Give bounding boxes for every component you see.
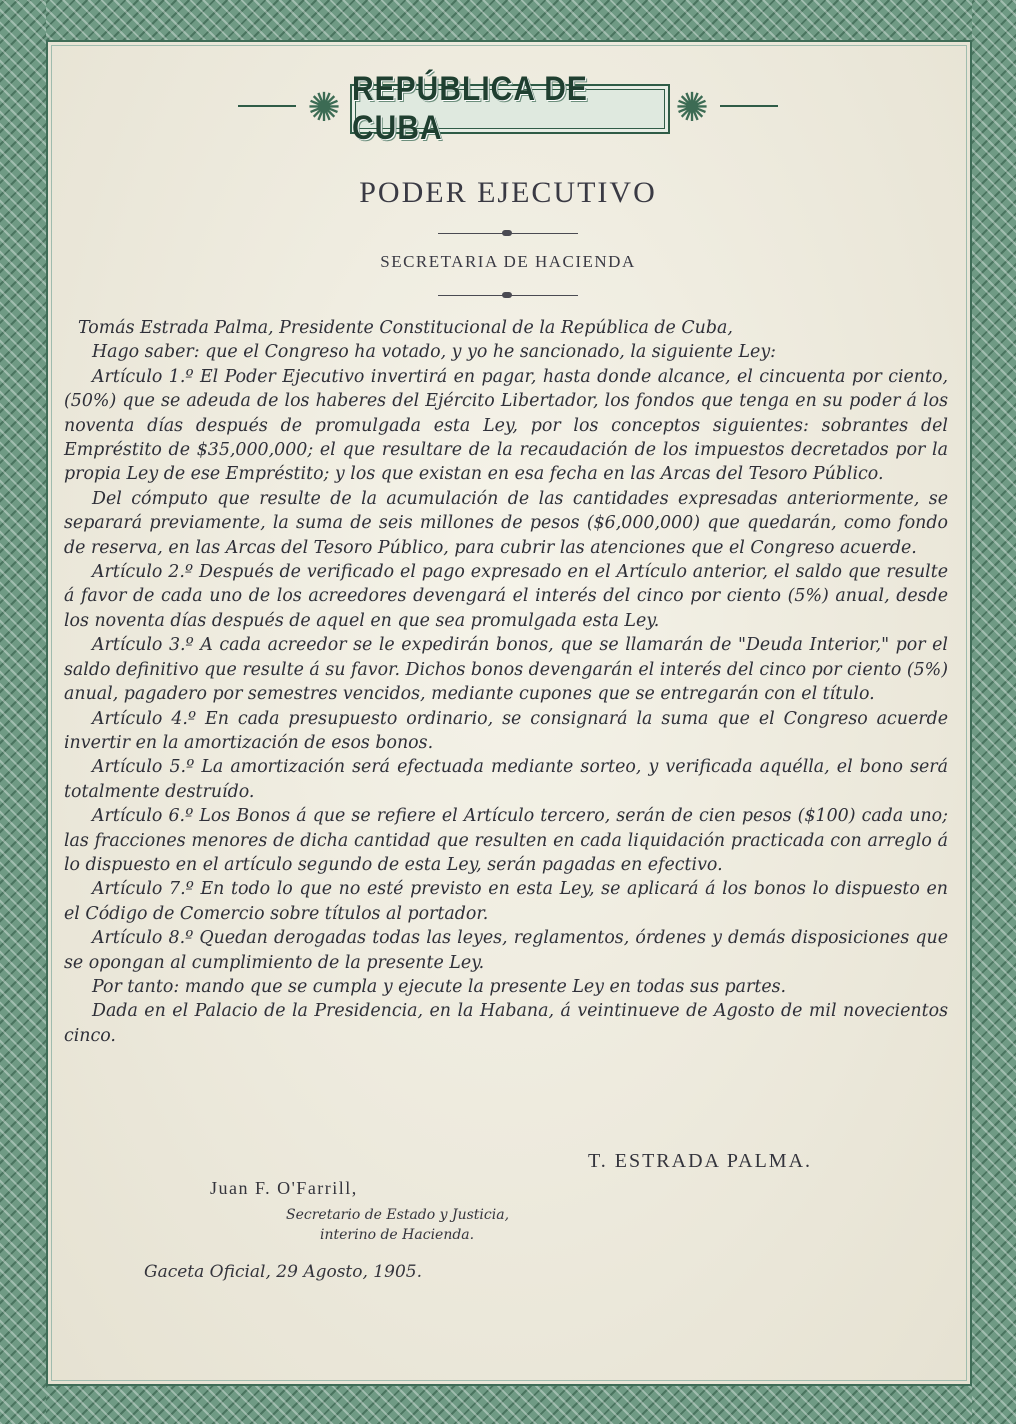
flower-ornament-icon: ✺: [307, 85, 341, 131]
article-7: Artículo 7.º En todo lo que no esté previsto en esta Ley, se aplicará á los bonos lo dispuesto en el Código de Comercio sobre títulos al portador.: [64, 879, 948, 924]
page-title: PODER EJECUTIVO: [359, 176, 657, 209]
secretary-role-line-2: interino de Hacienda.: [320, 1227, 475, 1243]
preamble-line: Hago saber: que el Congreso ha votado, y yo he sancionado, la siguiente Ley:: [92, 342, 777, 363]
law-text: [64, 316, 948, 1048]
preamble-line: Tomás Estrada Palma, Presidente Constitucional de la República de Cuba,: [78, 318, 733, 338]
secretary-role-line-1: Secretario de Estado y Justicia,: [286, 1207, 510, 1223]
divider-rule: [438, 295, 578, 296]
article-2: Artículo 2.º Después de verificado el pago expresado en el Artículo anterior, el saldo que resulte á favor de cada uno de los acreedores devengará el interés del cinco por ciento (5%) anual, desde los noventa días después de aquel en que sea promulgada esta Ley.: [64, 562, 948, 631]
ornamental-border-left: [0, 0, 46, 1424]
banner-rule-right: [720, 105, 778, 107]
flower-ornament-icon: ✺: [675, 85, 709, 131]
ornamental-border-right: [972, 0, 1016, 1424]
divider-rule: [438, 233, 578, 234]
banner-rule-left: [238, 105, 296, 107]
article-1-paragraph-2: Del cómputo que resulte de la acumulación de las cantidades expresadas anteriormente, se separará previamente, la suma de seis millones de pesos ($6,000,000) que quedarán, como fondo de reserva, en las Arcas del Tesoro Público, para cubrir las atenciones que el Congreso acuerde.: [64, 488, 948, 558]
ornamental-border-bottom: [0, 1386, 1016, 1424]
header-banner: [238, 69, 778, 147]
article-1: Artículo 1.º El Poder Ejecutivo invertirá en pagar, hasta donde alcance, el cincuenta por ciento, (50%) que se adeuda de los haberes del Ejército Libertador, los fondos que tenga en su poder á los noventa días después de promulgada esta Ley, por los conceptos siguientes: sobrantes del Empréstito de $35,000,000; el que resultare de la recaudación de los impuestos decretados por la propia Ley de ese Empréstito; y los que existan en esa fecha en las Arcas del Tesoro Público.: [64, 366, 948, 485]
secretary-signature-block: [210, 1178, 550, 1245]
secretary-role: [286, 1205, 550, 1245]
secretary-name: Juan F. O'Farrill,: [210, 1178, 358, 1198]
banner-title: REPÚBLICA DE CUBA: [352, 69, 588, 147]
gaceta-citation: Gaceta Oficial, 29 Agosto, 1905.: [144, 1262, 422, 1282]
banner-plate: [350, 69, 670, 147]
article-8: Artículo 8.º Quedan derogadas todas las leyes, reglamentos, órdenes y demás disposiciones que se opongan al cumplimiento de la presente Ley.: [64, 928, 948, 973]
article-3: Artículo 3.º A cada acreedor se le expedirán bonos, que se llamarán de "Deuda Interior," por el saldo definitivo que resulte á su favor. Dichos bonos devengarán el interés del cinco por ciento (5%) anual, pagadero por semestres vencidos, mediante cupones que se entregarán con el título.: [64, 635, 948, 705]
article-5: Artículo 5.º La amortización será efectuada mediante sorteo, y verificada aquélla, el bono será totalmente destruído.: [64, 757, 948, 802]
president-signature: T. ESTRADA PALMA.: [588, 1150, 813, 1172]
article-6: Artículo 6.º Los Bonos á que se refiere el Artículo tercero, serán de cien pesos ($100) cada uno; las fracciones menores de dicha cantidad que resulten en cada liquidación practicada con arreglo á lo dispuesto en el artículo segundo de esta Ley, serán pagadas en efectivo.: [64, 806, 948, 875]
article-4: Artículo 4.º En cada presupuesto ordinario, se consignará la suma que el Congreso acuerde invertir en la amortización de esos bonos.: [64, 708, 948, 753]
ornamental-border-top: [0, 0, 1016, 40]
enactment-clause: Por tanto: mando que se cumpla y ejecute la presente Ley en todas sus partes.: [92, 976, 787, 997]
page-subtitle: SECRETARIA DE HACIENDA: [380, 252, 636, 271]
date-clause: Dada en el Palacio de la Presidencia, en la Habana, á veintinueve de Agosto de mil novecientos cinco.: [64, 1001, 948, 1046]
